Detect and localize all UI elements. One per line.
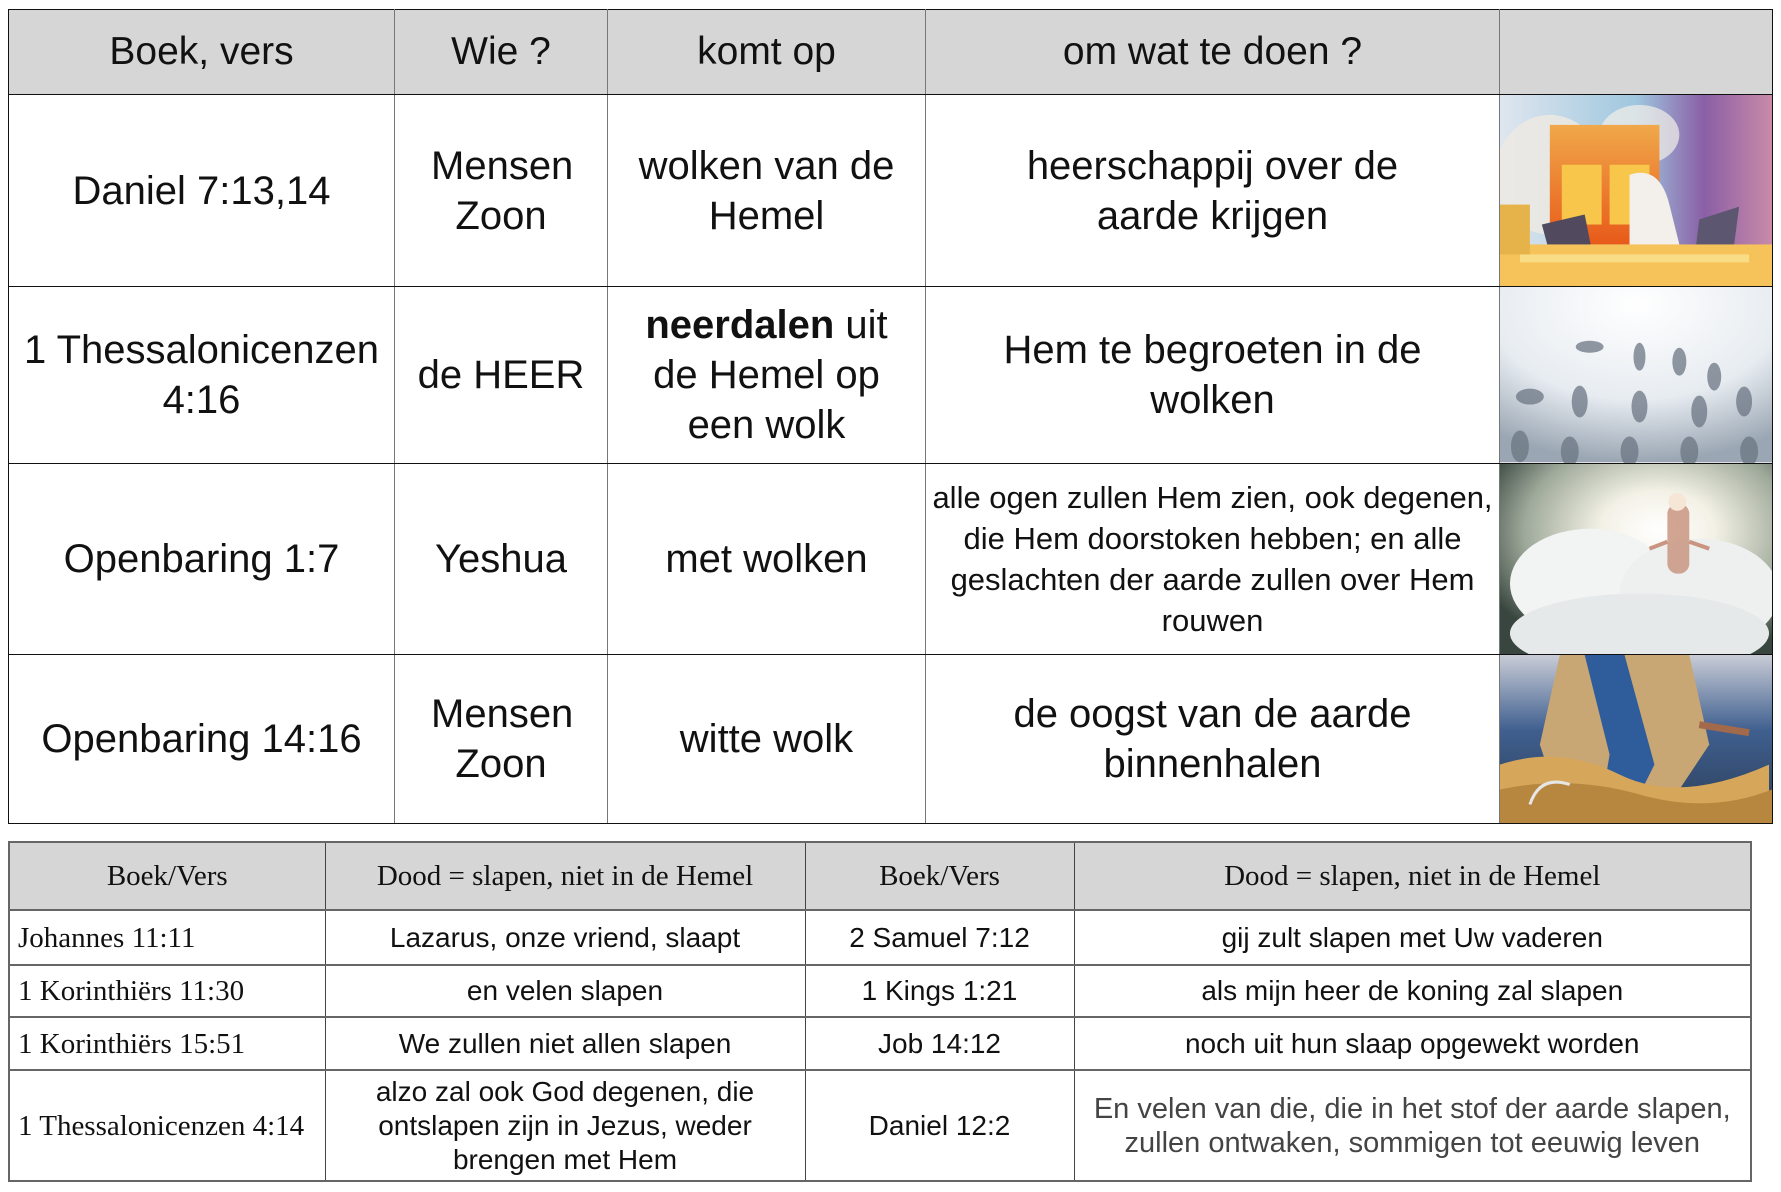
book-verse-cell: 1 Thessalonicenzen 4:14 (9, 1070, 325, 1181)
table-row (9, 287, 1773, 463)
table-row (9, 1070, 1751, 1181)
rapture-painting-icon (1500, 287, 1772, 462)
header-death-sleep-2: Dood = slapen, niet in de Hemel (1074, 842, 1751, 910)
comes-on-text: met wolken (665, 536, 868, 581)
quote-cell (325, 1070, 805, 1181)
harvest-painting-image (1500, 654, 1773, 823)
purpose-cell (926, 287, 1500, 463)
header-book-verse: Boek, vers (9, 10, 395, 95)
book-verse-cell: 1 Korinthiërs 11:30 (9, 965, 325, 1017)
book-verse-cell (9, 287, 395, 463)
rapture-painting-image (1500, 287, 1773, 463)
harvest-painting-icon (1500, 655, 1772, 823)
who-text: Mensen Zoon (431, 143, 574, 238)
who-cell: Yeshua (395, 463, 608, 654)
coming-on-clouds-table (8, 9, 1773, 824)
table-row (9, 1017, 1751, 1070)
table-row (9, 910, 1751, 965)
book-verse-cell: Johannes 11:11 (9, 910, 325, 965)
purpose-cell: alle ogen zullen Hem zien, ook degenen, die Hem doorstoken hebben; en alle geslachten der aarde zullen over Hem rouwen (926, 463, 1500, 654)
purpose-text: Hem te begroeten in de wolken (1003, 327, 1422, 422)
table-row (9, 95, 1773, 287)
clouds-painting-icon (1500, 464, 1772, 654)
comes-on-bold: neerdalen (645, 302, 835, 347)
table-header-row (9, 842, 1751, 910)
table-row (9, 654, 1773, 823)
book-verse-cell: Openbaring 1:7 (9, 463, 395, 654)
book-verse-cell: Daniel 12:2 (805, 1070, 1074, 1181)
table-row (9, 463, 1773, 654)
throne-painting-image (1500, 95, 1773, 287)
who-cell (395, 654, 608, 823)
quote-cell: en velen slapen (325, 965, 805, 1017)
clouds-painting-image (1500, 463, 1773, 654)
header-purpose: om wat te doen ? (926, 10, 1500, 95)
book-verse-cell: Daniel 7:13,14 (9, 95, 395, 287)
quote-cell: En velen van die, die in het stof der aarde slapen, zullen ontwaken, sommigen tot eeuwig leven (1074, 1070, 1751, 1181)
book-verse-text: 1 Thessalonicenzen 4:16 (23, 327, 380, 422)
comes-on-text: uit de Hemel op een wolk (653, 302, 888, 447)
book-verse-cell: Job 14:12 (805, 1017, 1074, 1070)
book-verse-cell: 2 Samuel 7:12 (805, 910, 1074, 965)
who-cell: de HEER (395, 287, 608, 463)
purpose-text: de oogst van de aarde binnenhalen (1013, 692, 1412, 787)
comes-on-cell (608, 463, 926, 654)
table-header-row (9, 10, 1773, 95)
header-image (1500, 10, 1773, 95)
comes-on-cell (608, 287, 926, 463)
header-who: Wie ? (395, 10, 608, 95)
book-verse-cell: Openbaring 14:16 (9, 654, 395, 823)
purpose-cell (926, 95, 1500, 287)
comes-on-text: witte wolk (679, 717, 854, 762)
header-comes-on: komt op (608, 10, 926, 95)
table-row (9, 965, 1751, 1017)
book-verse-cell: 1 Kings 1:21 (805, 965, 1074, 1017)
comes-on-cell (608, 654, 926, 823)
who-text: Mensen Zoon (431, 692, 574, 787)
header-book-verse-1: Boek/Vers (9, 842, 325, 910)
quote-cell: noch uit hun slaap opgewekt worden (1074, 1017, 1751, 1070)
header-book-verse-2: Boek/Vers (805, 842, 1074, 910)
comes-on-cell (608, 95, 926, 287)
purpose-cell (926, 654, 1500, 823)
comes-on-text: wolken van de Hemel (638, 143, 895, 238)
quote-cell: als mijn heer de koning zal slapen (1074, 965, 1751, 1017)
purpose-text: heerschappij over de aarde krijgen (1026, 143, 1399, 238)
throne-painting-icon (1500, 95, 1772, 286)
death-is-sleep-table (8, 841, 1752, 1182)
quote-cell: Lazarus, onze vriend, slaapt (325, 910, 805, 965)
who-cell (395, 95, 608, 287)
header-death-sleep-1: Dood = slapen, niet in de Hemel (325, 842, 805, 910)
quote-cell: gij zult slapen met Uw vaderen (1074, 910, 1751, 965)
quote-cell: We zullen niet allen slapen (325, 1017, 805, 1070)
book-verse-cell: 1 Korinthiërs 15:51 (9, 1017, 325, 1070)
quote-text: alzo zal ook God degenen, die ontslapen zijn in Jezus, weder brengen met Hem (375, 1075, 755, 1175)
